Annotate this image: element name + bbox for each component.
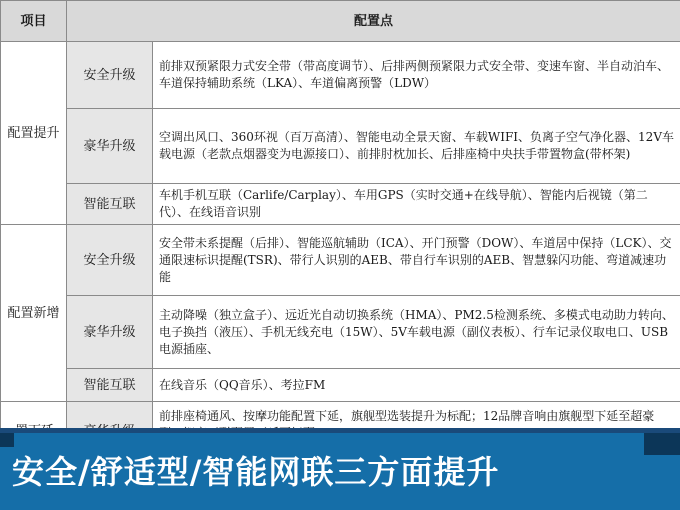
banner-corner-right <box>644 433 680 455</box>
detail-text: 空调出风口、360环视（百万高清）、智能电动全景天窗、车载WIFI、负离子空气净化器、12V车载电源（老款点烟器变为电源接口）、前排肘枕加长、后排座椅中央扶手带置物盒(带杯架) <box>153 109 680 184</box>
header-config-point: 配置点 <box>67 1 680 42</box>
detail-text: 主动降噪（独立盒子）、远近光自动切换系统（HMA）、PM2.5检测系统、多模式电动助力转向、电子换挡（液压）、手机无线充电（15W）、5V车载电源（副仪表板）、行车记录仪取电口、USB电源插座、 <box>153 296 680 369</box>
detail-text: 前排座椅通风、按摩功能配置下延，旗舰型选装提升为标配；12品牌音响由旗舰型下延至超豪 <box>153 402 680 441</box>
table-header-row <box>1 1 680 42</box>
group-label-upgrade: 配置提升 <box>1 42 67 225</box>
sub-category: 豪华升级 <box>67 109 153 184</box>
sub-category: 智能互联 <box>67 184 153 225</box>
table-row <box>1 109 680 184</box>
table-row <box>1 42 680 109</box>
caption-banner <box>0 428 680 510</box>
detail-text: 在线音乐（QQ音乐）、考拉FM <box>153 369 680 402</box>
sub-category: 智能互联 <box>67 369 153 402</box>
table-row <box>1 184 680 225</box>
detail-text: 车机手机互联（Carlife/Carplay）、车用GPS（实时交通+在线导航）、智能内后视镜（第二代）、在线语音识别 <box>153 184 680 225</box>
sub-category: 安全升级 <box>67 225 153 296</box>
table-row <box>1 296 680 369</box>
group-label-new: 配置新增 <box>1 225 67 402</box>
detail-text: 前排双预紧限力式安全带（带高度调节）、后排两侧预紧限力式安全带、变速车窗、半自动泊车、车道保持辅助系统（LKA）、车道偏离预警（LDW） <box>153 42 680 109</box>
sub-category: 豪华升级 <box>67 296 153 369</box>
sub-category: 安全升级 <box>67 42 153 109</box>
caption-text: 安全/舒适型/智能网联三方面提升 <box>12 453 500 491</box>
banner-corner-left <box>0 433 14 447</box>
table-row <box>1 225 680 296</box>
table-row <box>1 369 680 402</box>
caption-banner-body <box>0 433 680 510</box>
detail-text: 安全带未系提醒（后排）、智能巡航辅助（ICA）、开门预警（DOW）、车道居中保持（LCK）、交通限速标识提醒(TSR)、带行人识别的AEB、带自行车识别的AEB、智慧躲闪功能、弯道减速功能 <box>153 225 680 296</box>
header-item: 项目 <box>1 1 67 42</box>
